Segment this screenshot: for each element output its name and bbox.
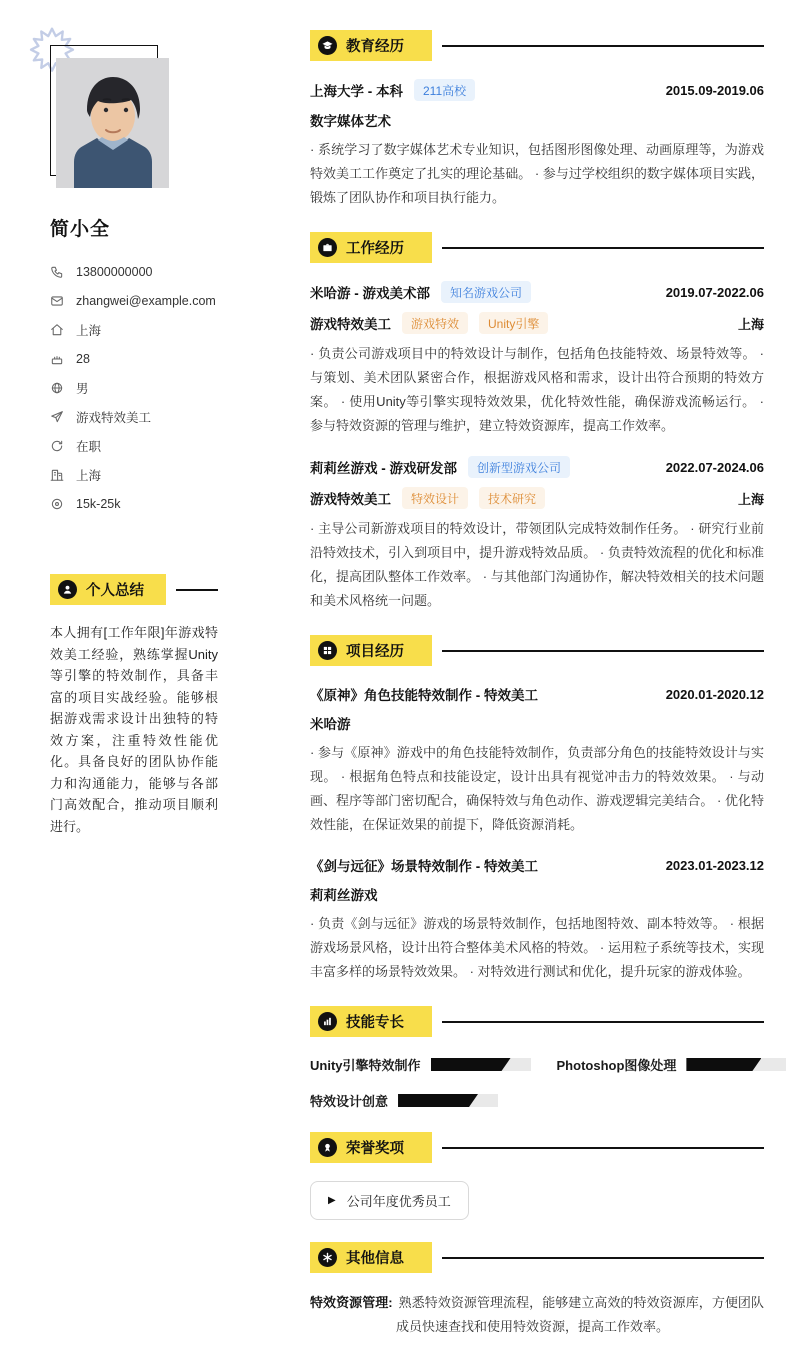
education-header	[310, 30, 764, 61]
project-description: · 参与《原神》游戏中的角色技能特效制作，负责部分角色的技能特效设计与实现。 · 根据角色特点和技能设定，设计出具有视觉冲击力的特效效果。 · 与动画、程序等部门密切配合，确保特效与角色动作、游戏逻辑完美结合。 · 优化特效性能，在保证效果的前提下，降低资源消耗。	[310, 745, 764, 832]
work-location: 上海	[737, 316, 764, 332]
skill-tag: Unity引擎	[479, 312, 548, 334]
section-education	[310, 30, 764, 210]
other-header	[310, 1242, 764, 1273]
person-name: 简小全	[50, 219, 111, 240]
honors-header	[310, 1132, 764, 1163]
project-entry	[310, 855, 764, 984]
work-description: · 负责公司游戏项目中的特效设计与制作，包括角色技能特效、场景特效等。 · 与策划、美术团队紧密合作，根据游戏风格和需求，设计出符合预期的特效方案。 · 使用Unity等引擎实现特效效果，优化特效性能，确保游戏流畅运行。 · 参与特效资源的管理与维护，建立特效资源库，提高工作效率。	[310, 346, 764, 433]
section-divider	[442, 45, 764, 47]
contact-row-phone	[50, 257, 218, 286]
work-description: · 主导公司新游戏项目的特效设计，带领团队完成特效制作任务。 · 研究行业前沿特效技术，引入到项目中，提升游戏特效品质。 · 负责特效流程的优化和标准化，提高团队整体工作效率。 · 与其他部门沟通协作，解决特效相关的技术问题和美术风格统一问题。	[310, 521, 764, 608]
chart-icon	[318, 1012, 337, 1031]
section-divider	[442, 650, 764, 652]
company-name: 米哈游 - 游戏美术部	[310, 286, 430, 301]
section-projects	[310, 635, 764, 984]
gender-icon	[50, 381, 64, 395]
section-work	[310, 232, 764, 613]
skill-item	[310, 1091, 531, 1110]
work-entry	[310, 281, 764, 438]
contact-value: 上海	[76, 323, 102, 338]
contact-row-city	[50, 460, 218, 489]
skill-bar-fill	[398, 1094, 478, 1107]
graduation-cap-icon	[318, 36, 337, 55]
section-title: 教育经历	[346, 39, 404, 55]
mail-icon	[50, 294, 64, 308]
medal-icon	[318, 1138, 337, 1157]
skill-name: Photoshop图像处理	[556, 1058, 677, 1073]
skill-tag: 特效设计	[402, 487, 468, 509]
contact-value: 13800000000	[76, 264, 153, 279]
work-location: 上海	[737, 491, 764, 507]
skill-bar	[398, 1094, 498, 1107]
job-title: 游戏特效美工	[310, 492, 391, 507]
contact-value: zhangwei@example.com	[76, 293, 216, 308]
section-divider	[442, 1021, 764, 1023]
skill-bar-fill	[686, 1058, 761, 1071]
skill-bar	[686, 1058, 786, 1071]
contact-value: 游戏特效美工	[76, 410, 152, 425]
skill-bar	[431, 1058, 531, 1071]
contact-value: 28	[76, 351, 90, 366]
section-divider	[176, 589, 218, 591]
contact-row-salary	[50, 489, 218, 518]
grid-icon	[318, 641, 337, 660]
work-date: 2022.07-2024.06	[665, 459, 764, 475]
skills-header	[310, 1006, 764, 1037]
project-date: 2023.01-2023.12	[665, 857, 764, 873]
asterisk-icon	[318, 1248, 337, 1267]
school-badge: 211高校	[414, 79, 475, 101]
contact-row-gender	[50, 373, 218, 402]
section-honors	[310, 1132, 764, 1220]
section-divider	[442, 1257, 764, 1259]
contact-row-age	[50, 344, 218, 373]
project-company: 米哈游	[310, 717, 351, 732]
honor-label: 公司年度优秀员工	[346, 1194, 451, 1209]
summary-text: 本人拥有[工作年限]年游戏特效美工经验，熟练掌握Unity等引擎的特效制作，具备丰富的项目实战经验。能够根据游戏需求设计出独特的特效方案，注重特效性能优化。具备良好的团队协作能力和沟通能力，能够与各部门高效配合，推动项目顺利进行。	[50, 625, 218, 834]
section-other	[310, 1242, 764, 1339]
section-title: 个人总结	[86, 583, 144, 599]
contact-value: 男	[76, 381, 89, 396]
honor-item-button[interactable]	[310, 1181, 469, 1220]
city-icon	[50, 468, 64, 482]
work-header	[310, 232, 764, 263]
project-company: 莉莉丝游戏	[310, 888, 378, 903]
contact-value: 在职	[76, 439, 102, 454]
education-entry	[310, 79, 764, 210]
contact-value: 上海	[76, 468, 102, 483]
user-icon	[58, 580, 77, 599]
project-description: · 负责《剑与远征》游戏的场景特效制作，包括地图特效、副本特效等。 · 根据游戏场景风格，设计出符合整体美术风格的特效。 · 运用粒子系统等技术，实现丰富多样的场景特效效果。 · 对特效进行测试和优化，提升玩家的游戏体验。	[310, 916, 764, 979]
profile-photo-image	[56, 58, 169, 188]
briefcase-icon	[318, 238, 337, 257]
main-content	[310, 30, 764, 1361]
work-entry	[310, 456, 764, 613]
job-title: 游戏特效美工	[310, 317, 391, 332]
skill-bar-fill	[431, 1058, 511, 1071]
position-icon	[50, 410, 64, 424]
section-title: 荣誉奖项	[346, 1141, 404, 1157]
status-icon	[50, 439, 64, 453]
contact-list	[50, 257, 218, 518]
other-info-label: 特效资源管理:	[310, 1295, 393, 1310]
skill-tag: 游戏特效	[402, 312, 468, 334]
section-divider	[442, 1147, 764, 1149]
section-title: 技能专长	[346, 1015, 404, 1031]
education-description: · 系统学习了数字媒体艺术专业知识，包括图形图像处理、动画原理等，为游戏特效美工工作奠定了扎实的理论基础。 · 参与过学校组织的数字媒体项目实践，锻炼了团队协作和项目执行能力。	[310, 142, 764, 205]
skill-name: 特效设计创意	[310, 1094, 389, 1109]
summary-header	[50, 574, 218, 605]
skills-grid	[310, 1055, 764, 1110]
project-date: 2020.01-2020.12	[665, 686, 764, 702]
section-summary	[50, 574, 218, 837]
skill-name: Unity引擎特效制作	[310, 1058, 421, 1073]
profile-photo	[50, 45, 170, 190]
other-info-value: 熟悉特效资源管理流程，能够建立高效的特效资源库，方便团队成员快速查找和使用特效资源，提高工作效率。	[396, 1295, 764, 1334]
skill-tag: 技术研究	[479, 487, 545, 509]
section-skills	[310, 1006, 764, 1110]
skill-item	[557, 1055, 787, 1074]
skill-item	[310, 1055, 531, 1074]
major-name: 数字媒体艺术	[310, 114, 391, 129]
company-name: 莉莉丝游戏 - 游戏研发部	[310, 461, 457, 476]
contact-row-status	[50, 431, 218, 460]
section-title: 项目经历	[346, 644, 404, 660]
contact-row-email	[50, 286, 218, 315]
other-info-text	[310, 1291, 764, 1339]
section-title: 工作经历	[346, 241, 404, 257]
work-date: 2019.07-2022.06	[665, 284, 764, 300]
age-icon	[50, 352, 64, 366]
project-title: 《剑与远征》场景特效制作 - 特效美工	[310, 859, 538, 874]
play-triangle-icon: ▶	[328, 1194, 336, 1206]
salary-icon	[50, 497, 64, 511]
phone-icon	[50, 265, 64, 279]
contact-row-home	[50, 315, 218, 344]
project-title: 《原神》角色技能特效制作 - 特效美工	[310, 688, 538, 703]
home-icon	[50, 323, 64, 337]
school-name: 上海大学 - 本科	[310, 84, 403, 99]
section-title: 其他信息	[346, 1251, 404, 1267]
section-divider	[442, 247, 764, 249]
company-badge: 知名游戏公司	[441, 281, 531, 303]
projects-header	[310, 635, 764, 666]
contact-row-position	[50, 402, 218, 431]
sidebar	[50, 45, 218, 837]
education-date: 2015.09-2019.06	[665, 82, 764, 98]
company-badge: 创新型游戏公司	[468, 456, 570, 478]
project-entry	[310, 684, 764, 837]
contact-value: 15k-25k	[76, 496, 121, 511]
